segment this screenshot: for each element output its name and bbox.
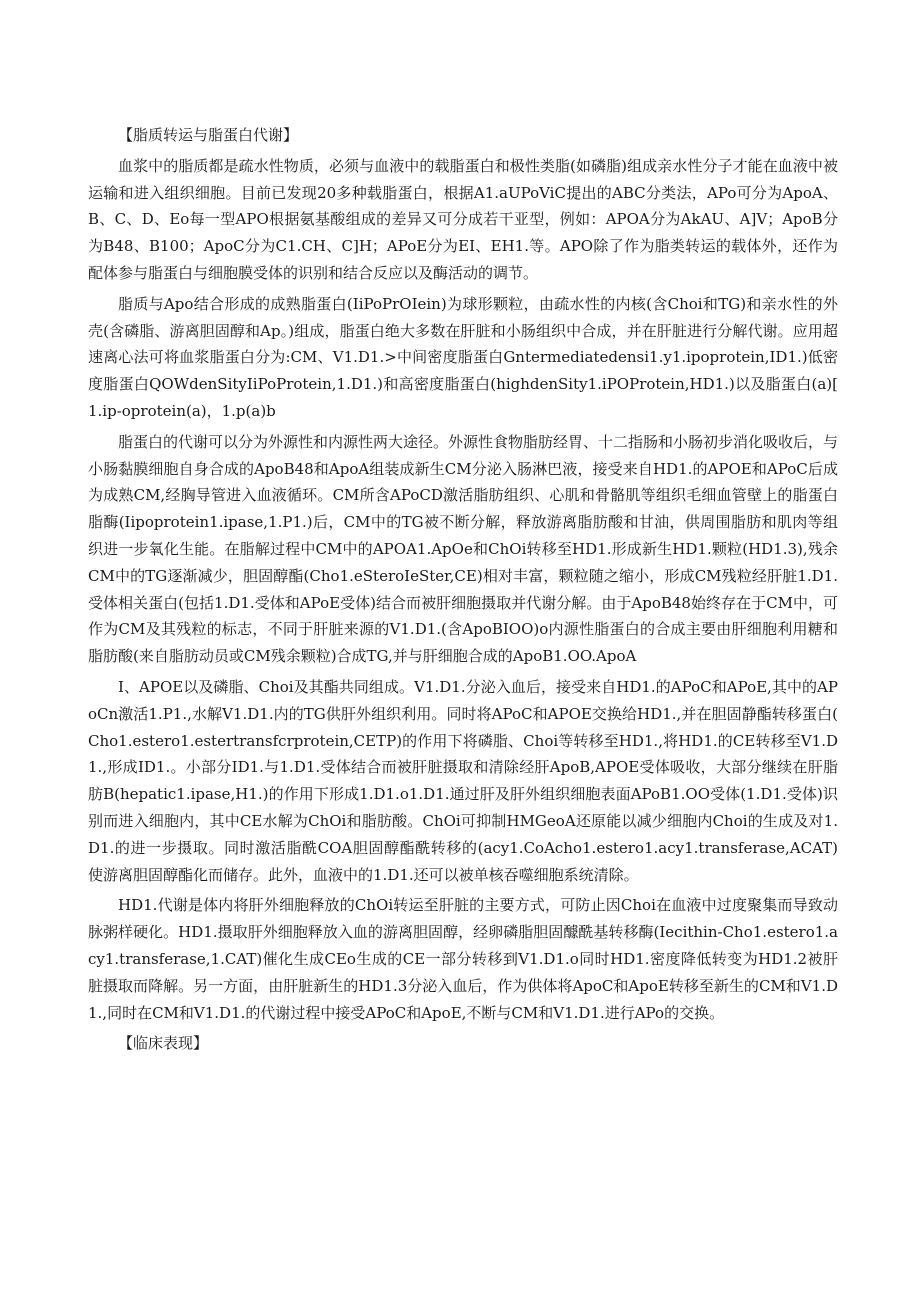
paragraph-2: 脂质与Apo结合形成的成熟脂蛋白(IiPoPrOIein)为球形颗粒，由疏水性的内核(含Choi和TG)和亲水性的外壳(含磷脂、游离胆固醇和Ap。)组成，脂蛋白绝大多数在肝脏和小肠组织中合成，并在肝脏进行分解代谢。应用超速离心法可将血浆脂蛋白分为:CM、V1.D1.>中间密度脂蛋白Gntermediatedensi1.y1.ipoprotein,ID1.)低密度脂蛋白QOWdenSityIiPoProtein,1.D1.)和高密度脂蛋白(highdenSity1.iPOProtein,HD1.)以及脂蛋白(a)[1.ip-oprotein(a)，1.p(a)b (88, 294, 838, 420)
section-heading-lipid-transport: 【脂质转运与脂蛋白代谢】 (118, 126, 299, 144)
paragraph-4: I、APOE以及磷脂、Choi及其酯共同组成。V1.D1.分泌入血后，接受来自HD1.的APoC和APoE,其中的APoCn激活1.P1.,水解V1.D1.内的TG供肝外组织利用。同时将APoC和APOE交换给HD1.,并在胆固静酯转移蛋白(Cho1.estero1.estertransfcrprotein,CETP)的作用下将磷脂、Choi等转移至HD1.,将HD1.的CE转移至V1.D1.,形成ID1.。小部分ID1.与1.D1.受体结合而被肝脏摄取和清除经肝ApoB,APOE受体吸收，大部分继续在肝脂肪B(hepatic1.ipase,H1.)的作用下形成1.D1.o1.D1.通过肝及肝外组织细胞表面APoB1.OO受体(1.D1.受体)识别而进入细胞内，其中CE水解为ChOi和脂肪酸。ChOi可抑制HMGeoA还原能以减少细胞内Choi的生成及对1.D1.的进一步摄取。同时激活脂酰COA胆固醇酯酰转移的(acy1.CoAcho1.estero1.acy1.transferase,ACAT)使游离胆固醇酯化而储存。此外，血液中的1.D1.还可以被单核吞噬细胞系统清除。 (88, 677, 838, 884)
paragraph-5: HD1.代谢是体内将肝外细胞释放的ChOi转运至肝脏的主要方式，可防止因Choi在血液中过度聚集而导致动脉粥样硬化。HD1.摄取肝外细胞释放入血的游离胆固醇，经卵磷脂胆固醵酰基转移酶(Iecithin-Cho1.estero1.acy1.transferase,1.CAT)催化生成CEo生成的CE一部分转移到V1.D1.o同时HD1.密度降低转变为HD1.2被肝脏摄取而降解。另一方面，由肝脏新生的HD1.3分泌入血后，作为供体将ApoC和ApoE转移至新生的CM和V1.D1.,同时在CM和V1.D1.的代谢过程中接受APoC和ApoE,不断与CM和V1.D1.进行APo的交换。 (88, 896, 838, 1022)
paragraph-3: 脂蛋白的代谢可以分为外源性和内源性两大途径。外源性食物脂肪经胃、十二指肠和小肠初步消化吸收后，与小肠黏膜细胞自身合成的ApoB48和ApoA组装成新生CM分泌入肠淋巴液，接受来自HD1.的APOE和APoC后成为成熟CM,经胸导管进入血液循环。CM所含APoCD激活脂肪组织、心肌和骨骼肌等组织毛细血管壁上的脂蛋白脂酶(Iipoprotein1.ipase,1.P1.)后，CM中的TG被不断分解，释放游离脂肪酸和甘油，供周围脂肪和肌肉等组织进一步氧化生能。在脂解过程中CM中的APOA1.ApOe和ChOi转移至HD1.形成新生HD1.颗粒(HD1.3),残余CM中的TG逐渐减少，胆固醇酯(Cho1.eSteroIeSter,CE)相对丰富，颗粒随之缩小，形成CM残粒经肝脏1.D1.受体相关蛋白(包括1.D1.受体和APoE受体)结合而被肝细胞摄取并代谢分解。由于ApoB48始终存在于CM中，可作为CM及其残粒的标志，不同于肝脏来源的V1.D1.(含ApoBIOO)o内源性脂蛋白的合成主要由肝细胞利用糖和脂肪酸(来自脂肪动员或CM残余颗粒)合成TG,并与肝细胞合成的ApoB1.OO.ApoA (88, 432, 839, 666)
section-heading-clinical: 【临床表现】 (118, 1034, 209, 1053)
document-page (88, 122, 838, 1061)
paragraph-1: 血浆中的脂质都是疏水性物质，必须与血液中的载脂蛋白和极性类脂(如磷脂)组成亲水性分子才能在血液中被运输和进入组织细胞。目前已发现20多种载脂蛋白，根据A1.aUPoViC提出的ABC分类法，APo可分为ApoA、B、C、D、Eo每一型APO根据氨基酸组成的差异又可分成若干亚型，例如：APOA分为AkAU、A]V；ApoB分为B48、B100；ApoC分为C1.CH、C]H；APoE分为EI、EH1.等。APO除了作为脂类转运的载体外，还作为配体参与脂蛋白与细胞膜受体的识别和结合反应以及酶活动的调节。 (88, 156, 838, 282)
